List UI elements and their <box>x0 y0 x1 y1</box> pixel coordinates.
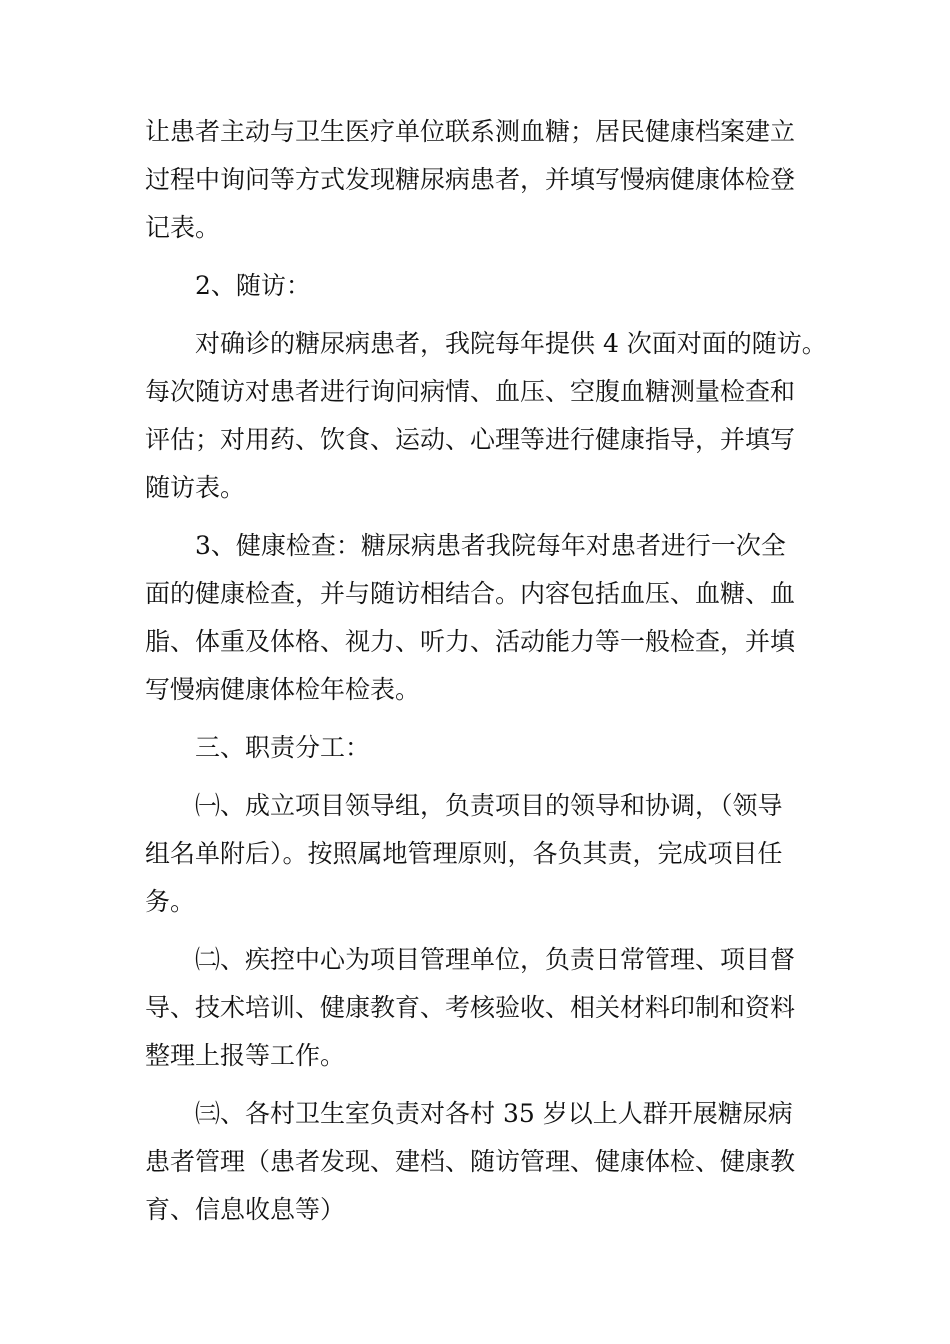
text-line: 记表。 <box>145 213 221 242</box>
text-line: 让患者主动与卫生医疗单位联系测血糖；居民健康档案建立 <box>145 117 796 146</box>
text-line: 3、健康检查：糖尿病患者我院每年对患者进行一次全 <box>195 531 786 560</box>
text-line: 导、技术培训、健康教育、考核验收、相关材料印制和资料 <box>145 993 796 1022</box>
document-body <box>145 108 827 1234</box>
text-line: 务。 <box>145 887 196 916</box>
text-line: ㈡、疾控中心为项目管理单位，负责日常管理、项目督 <box>195 945 796 974</box>
text-line: 整理上报等工作。 <box>145 1041 346 1070</box>
text-line: 过程中询问等方式发现糖尿病患者，并填写慢病健康体检登 <box>145 165 796 194</box>
text-line: 面的健康检查，并与随访相结合。内容包括血压、血糖、血 <box>145 579 796 608</box>
text-line: 每次随访对患者进行询问病情、血压、空腹血糖测量检查和 <box>145 377 796 406</box>
text-line: ㈢、各村卫生室负责对各村 35 岁以上人群开展糖尿病 <box>195 1099 793 1128</box>
text-line: 评估；对用药、饮食、运动、心理等进行健康指导，并填写 <box>145 425 796 454</box>
text-line: ㈠、成立项目领导组，负责项目的领导和协调，（领导 <box>195 791 783 820</box>
text-line: 育、信息收息等） <box>145 1195 346 1224</box>
text-line: 写慢病健康体检年检表。 <box>145 675 421 704</box>
section-heading-responsibilities: 三、职责分工： <box>195 733 371 762</box>
text-line: 组名单附后）。按照属地管理原则，各负其责，完成项目任 <box>145 839 783 868</box>
section-heading-followup: 2、随访： <box>195 271 311 300</box>
text-line: 对确诊的糖尿病患者，我院每年提供 4 次面对面的随访。 <box>195 329 827 358</box>
text-line: 患者管理（患者发现、建档、随访管理、健康体检、健康教 <box>145 1147 796 1176</box>
text-line: 随访表。 <box>145 473 246 502</box>
text-line: 脂、体重及体格、视力、听力、活动能力等一般检查，并填 <box>145 627 796 656</box>
